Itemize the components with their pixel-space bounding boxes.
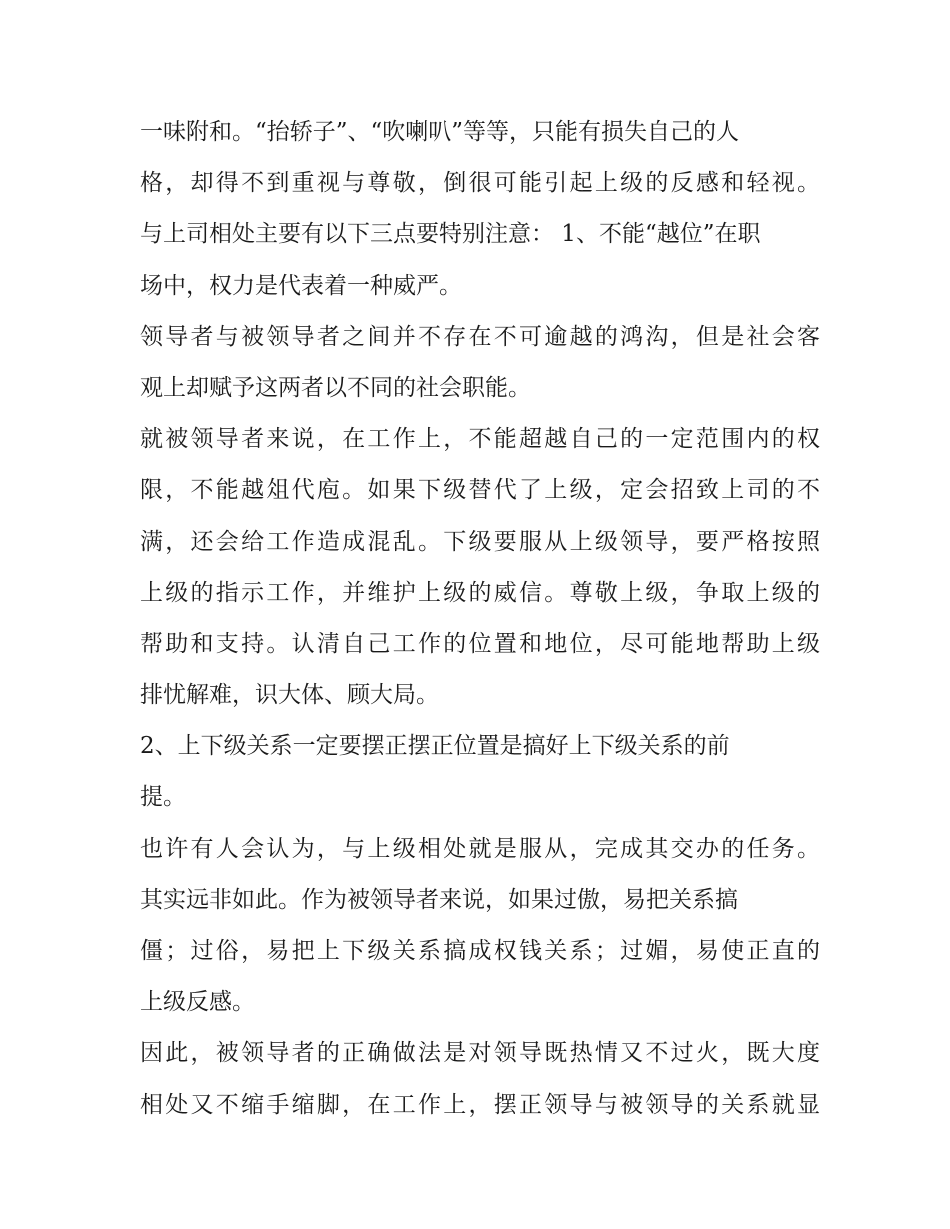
text-line: 2、上下级关系一定要摆正摆正位置是搞好上下级关系的前 xyxy=(140,733,730,760)
text-line: 僵；过俗，易把上下级关系搞成权钱关系；过媚，易使正直的 xyxy=(140,938,820,964)
text-line: 观上却赋予这两者以不同的社会职能。 xyxy=(140,374,531,401)
text-line: 其实远非如此。作为被领导者来说，如果过傲，易把关系搞 xyxy=(140,886,738,913)
text-line: 满，还会给工作造成混乱。下级要服从上级领导，要严格按照 xyxy=(140,528,820,555)
text-line: 也许有人会认为，与上级相处就是服从，完成其交办的任务。 xyxy=(140,835,820,862)
text-line: 相处又不缩手缩脚，在工作上，摆正领导与被领导的关系就显 xyxy=(140,1091,820,1118)
document-body xyxy=(140,107,820,1131)
text-line: 领导者与被领导者之间并不存在不可逾越的鸿沟，但是社会客 xyxy=(140,323,820,350)
text-line: 一味附和。“抬轿子”、“吹喇叭”等等，只能有损失自己的人 xyxy=(140,119,740,145)
text-line: 因此，被领导者的正确做法是对领导既热情又不过火，既大度 xyxy=(140,1040,820,1067)
text-line: 提。 xyxy=(140,784,186,811)
text-line: 场中，权力是代表着一种威严。 xyxy=(140,272,462,299)
text-line: 帮助和支持。认清自己工作的位置和地位，尽可能地帮助上级 xyxy=(140,630,820,657)
text-line: 与上司相处主要有以下三点要特别注意： 1、不能“越位”在职 xyxy=(140,221,761,248)
text-line: 就被领导者来说，在工作上，不能超越自己的一定范围内的权 xyxy=(140,426,820,453)
text-line: 限，不能越俎代庖。如果下级替代了上级，定会招致上司的不 xyxy=(140,477,820,504)
text-line: 上级反感。 xyxy=(140,989,255,1016)
text-line: 排忧解难，识大体、顾大局。 xyxy=(140,682,439,709)
text-line: 格，却得不到重视与尊敬，倒很可能引起上级的反感和轻视。 xyxy=(140,170,820,197)
text-line: 上级的指示工作，并维护上级的威信。尊敬上级，争取上级的 xyxy=(140,579,820,606)
